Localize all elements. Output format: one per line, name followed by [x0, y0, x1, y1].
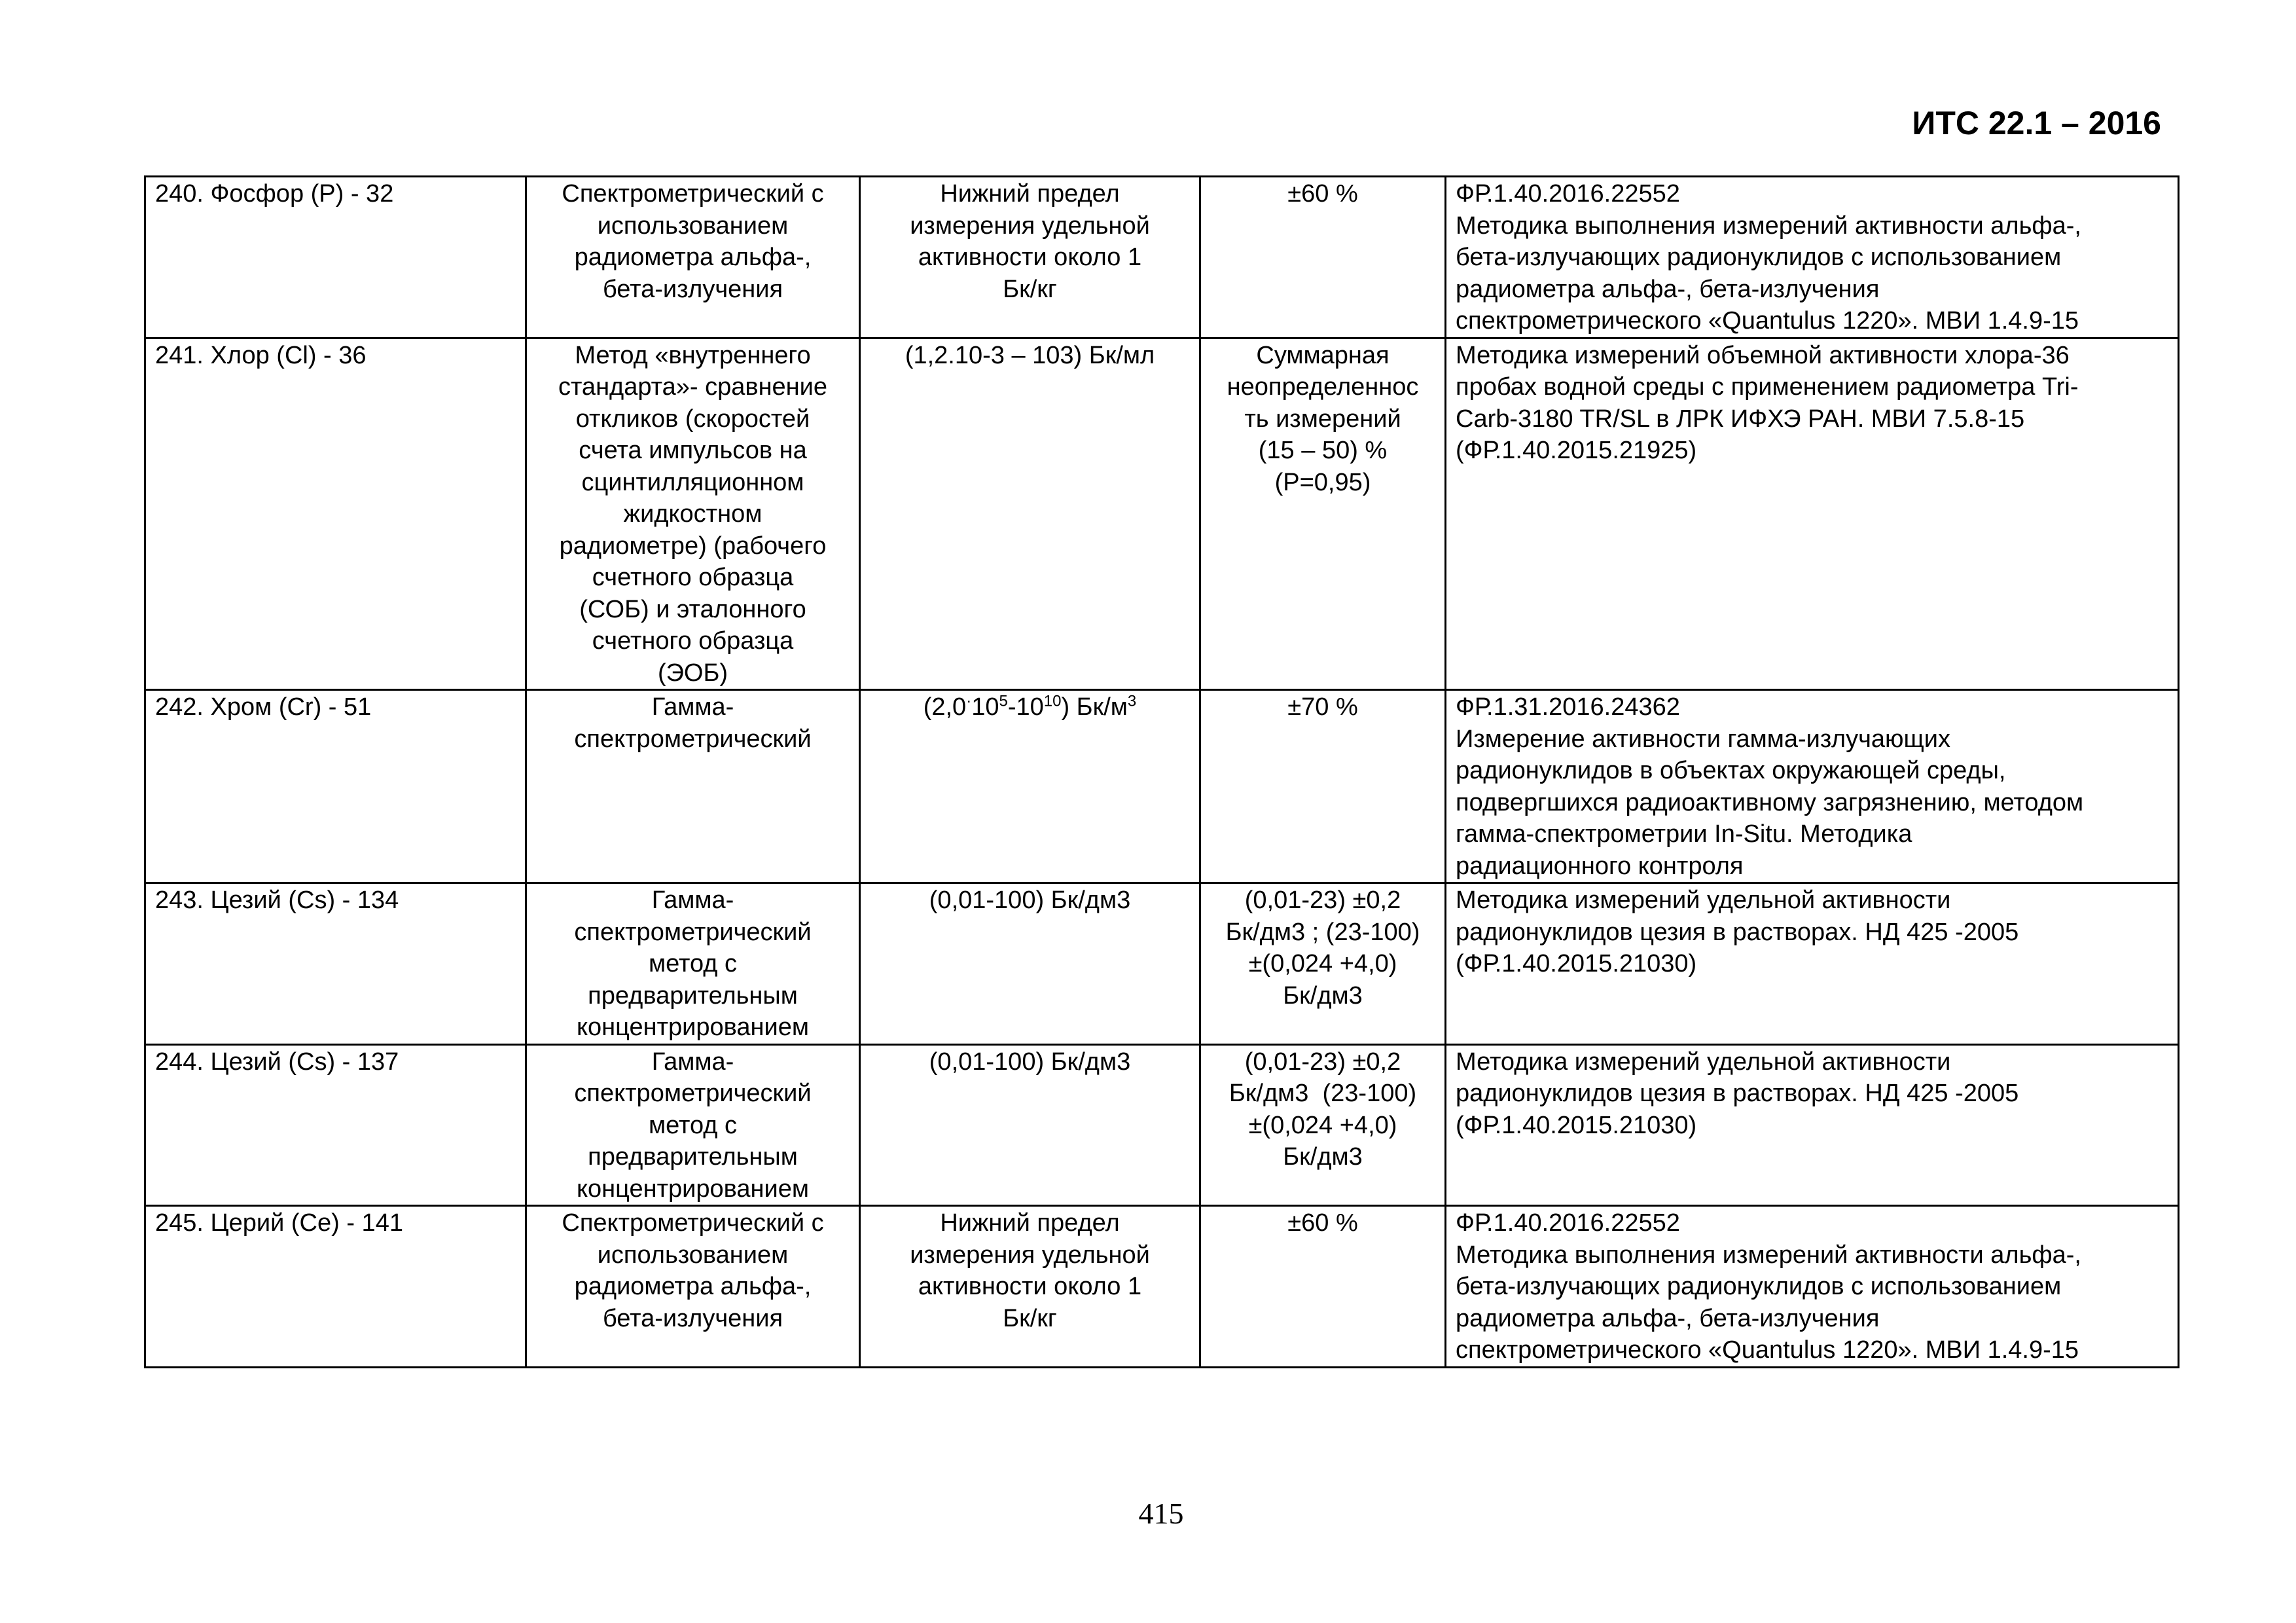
range-prefix: (2,0	[923, 693, 967, 721]
method-cell: Спектрометрический с использованием радиометра альфа-, бета-излучения	[526, 1206, 860, 1368]
document-cell: ФР.1.31.2016.24362 Измерение активности гамма-излучающих радионуклидов в объектах окружающей среды, подвергшихся радиоактивному загрязнению, методом гамма-спектрометрии In-Situ. Методика радиационного контроля	[1446, 690, 2179, 883]
element-cell: 242. Хром (Cr) - 51	[145, 690, 526, 883]
range-unit-exponent: 3	[1127, 692, 1137, 710]
error-cell: (0,01-23) ±0,2 Бк/дм3 (23-100) ±(0,024 +4,0) Бк/дм3	[1200, 1044, 1446, 1206]
error-cell: Суммарная неопределеннос ть измерений (15 – 50) % (P=0,95)	[1200, 338, 1446, 690]
error-cell: ±70 %	[1200, 690, 1446, 883]
range-cell: (0,01-100) Бк/дм3	[860, 883, 1200, 1045]
table-row	[145, 1044, 2179, 1206]
method-cell: Спектрометрический с использованием радиометра альфа-, бета-излучения	[526, 177, 860, 338]
element-cell: 244. Цезий (Cs) - 137	[145, 1044, 526, 1206]
document-cell: ФР.1.40.2016.22552 Методика выполнения измерений активности альфа-, бета-излучающих радионуклидов с использованием радиометра альфа-, бета-излучения спектрометрического «Quantulus 1220». МВИ 1.4.9-15	[1446, 1206, 2179, 1368]
range-unit: ) Бк/м	[1061, 693, 1128, 721]
methods-table	[144, 175, 2179, 1368]
error-cell: ±60 %	[1200, 177, 1446, 338]
method-cell: Гамма- спектрометрический	[526, 690, 860, 883]
element-cell: 240. Фосфор (P) - 32	[145, 177, 526, 338]
error-cell: (0,01-23) ±0,2 Бк/дм3 ; (23-100) ±(0,024 +4,0) Бк/дм3	[1200, 883, 1446, 1045]
table-row	[145, 338, 2179, 690]
document-cell: Методика измерений удельной активности радионуклидов цезия в растворах. НД 425 -2005 (ФР.1.40.2015.21030)	[1446, 1044, 2179, 1206]
document-code: ИТС 22.1 – 2016	[1912, 105, 2161, 141]
range-exponent-low: 5	[999, 692, 1008, 710]
range-cell: (0,01-100) Бк/дм3	[860, 1044, 1200, 1206]
range-cell	[860, 690, 1200, 883]
element-cell: 243. Цезий (Cs) - 134	[145, 883, 526, 1045]
method-cell: Гамма- спектрометрический метод с предварительным концентрированием	[526, 883, 860, 1045]
range-cell: Нижний предел измерения удельной активности около 1 Бк/кг	[860, 1206, 1200, 1368]
element-cell: 245. Церий (Ce) - 141	[145, 1206, 526, 1368]
table-row	[145, 1206, 2179, 1368]
method-cell: Метод «внутреннего стандарта»- сравнение откликов (скоростей счета импульсов на сцинтилляционном жидкостном радиометре) (рабочего счетного образца (СОБ) и эталонного счетного образца (ЭОБ)	[526, 338, 860, 690]
document-cell: ФР.1.40.2016.22552 Методика выполнения измерений активности альфа-, бета-излучающих радионуклидов с использованием радиометра альфа-, бета-излучения спектрометрического «Quantulus 1220». МВИ 1.4.9-15	[1446, 177, 2179, 338]
document-cell: Методика измерений объемной активности хлора-36 пробах водной среды с применением радиометра Tri- Carb-3180 TR/SL в ЛРК ИФХЭ РАН. МВИ 7.5.8-15 (ФР.1.40.2015.21925)	[1446, 338, 2179, 690]
table-row	[145, 177, 2179, 338]
range-separator: -10	[1007, 693, 1044, 721]
range-dot: ·	[966, 692, 972, 710]
range-mantissa: 10	[971, 693, 999, 721]
range-cell: Нижний предел измерения удельной активности около 1 Бк/кг	[860, 177, 1200, 338]
element-cell: 241. Хлор (Cl) - 36	[145, 338, 526, 690]
range-exponent-high: 10	[1043, 692, 1062, 710]
error-cell: ±60 %	[1200, 1206, 1446, 1368]
range-cell: (1,2.10-3 – 103) Бк/мл	[860, 338, 1200, 690]
document-cell: Методика измерений удельной активности радионуклидов цезия в растворах. НД 425 -2005 (ФР.1.40.2015.21030)	[1446, 883, 2179, 1045]
table-row	[145, 883, 2179, 1045]
page-number: 415	[1138, 1497, 1184, 1530]
method-cell: Гамма- спектрометрический метод с предварительным концентрированием	[526, 1044, 860, 1206]
table-row	[145, 690, 2179, 883]
